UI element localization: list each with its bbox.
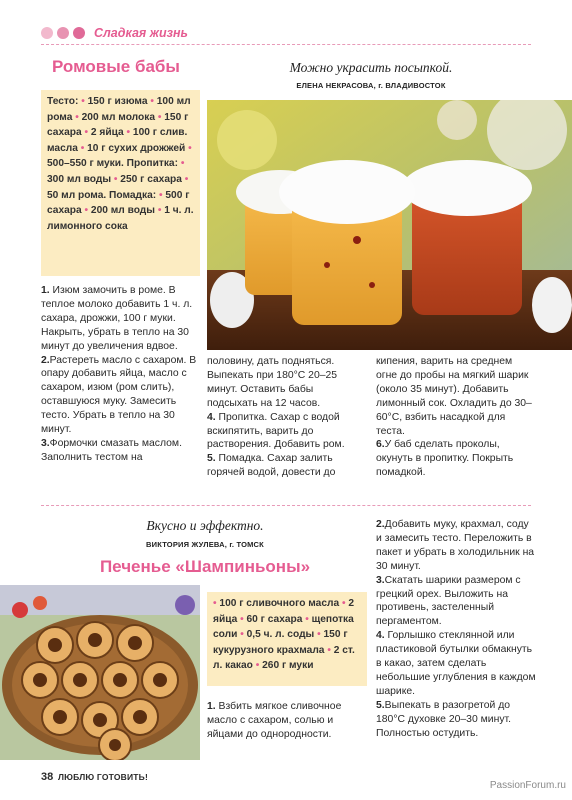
quote: Можно украсить посыпкой. [289, 60, 453, 75]
ingredients-box: Тесто: • 150 г изюма • 100 мл рома • 200 мл молока • 150 г сахара • 2 яйца • 100 г слив. масла • 10 г сухих дрожжей • 500–550 г муки. Пропитка: • 300 мл воды • 250 г сахара • 50 мл рома. Помадка: • 500 г сахара • 200 мл воды • 1 ч. л. лимонного сока [41, 90, 200, 276]
steps-col-3: кипения, варить на среднем огне до пробы на мягкий шарик (около 35 минут). Добавить лимонный сок. Охладить до 30–60°С, взбить насадкой для теста. 6.У баб сделать проколы, окунуть в пропитку. Покрыть помадкой. [376, 356, 532, 479]
steps-col-1: 1. Изюм замочить в роме. В теплое молоко добавить 1 ч. л. сахара, дрожжи, 100 г муки. Накрыть, убрать в тепло на 30 минут до увеличения вдвое. 2.Растереть масло с сахаром. В опару добавить яйца, масло с сахаром, изюм (ром слить), оставшуюся муку. Замесить тесто. Убрать в тепло на 30 минут. 3.Формочки смазать маслом. Заполнить тестом на [41, 285, 197, 463]
cake-image [207, 100, 572, 350]
recipe-title: Печенье «Шампиньоны» [99, 557, 311, 576]
steps-col-1: 1. Взбить мягкое сливочное масло с сахаром, солью и яйцами до однородности. [207, 701, 342, 740]
ingredients-box: • 100 г сливочного масла • 2 яйца • 60 г сахара • щепотка соли • 0,5 ч. л. соды • 150 г кукурузного крахмала • 2 ст. л. какао • 260 г муки [207, 592, 367, 686]
quote: Вкусно и эффектно. [146, 518, 264, 533]
magazine-name: ЛЮБЛЮ ГОТОВИТЬ! [58, 772, 149, 782]
author: ВИКТОРИЯ ЖУЛЕВА, г. ТОМСК [146, 540, 264, 549]
recipe-title: Ромовые бабы [52, 57, 180, 76]
watermark: PassionForum.ru [489, 780, 566, 791]
steps-col-2: 2.Добавить муку, крахмал, соду и замесить тесто. Переложить в пакет и убрать в холодильник на 30 минут. 3.Скатать шарики размером с грецкий орех. Выложить на противень, застеленный пергаментом. 4. Горлышко стеклянной или пластиковой бутылки обмакнуть в какао, затем сделать небольшие углубления в каждом шарике. 5.Выпекать в разогретой до 180°С духовке 20–30 минут. Полностью остудить. [376, 519, 536, 739]
section-title: Сладкая жизнь [94, 26, 188, 40]
cookies-photo [0, 585, 200, 760]
dot-icon [57, 27, 69, 39]
dot-icon [41, 27, 53, 39]
cake-photo [207, 100, 572, 350]
author: ЕЛЕНА НЕКРАСОВА, г. ВЛАДИВОСТОК [296, 81, 446, 90]
divider [41, 44, 531, 45]
divider [41, 505, 531, 506]
steps-col-2: половину, дать подняться. Выпекать при 180°С 20–25 минут. Оставить бабы подсыхать на 12 часов. 4. Пропитка. Сахар с водой вскипятить, варить до растворения. Добавить ром. 5. Помадка. Сахар залить горячей водой, довести до [207, 356, 345, 479]
cookies-image [0, 585, 200, 760]
dot-icon [73, 27, 85, 39]
page-number: 38 [41, 771, 54, 783]
section-dots [41, 27, 85, 39]
